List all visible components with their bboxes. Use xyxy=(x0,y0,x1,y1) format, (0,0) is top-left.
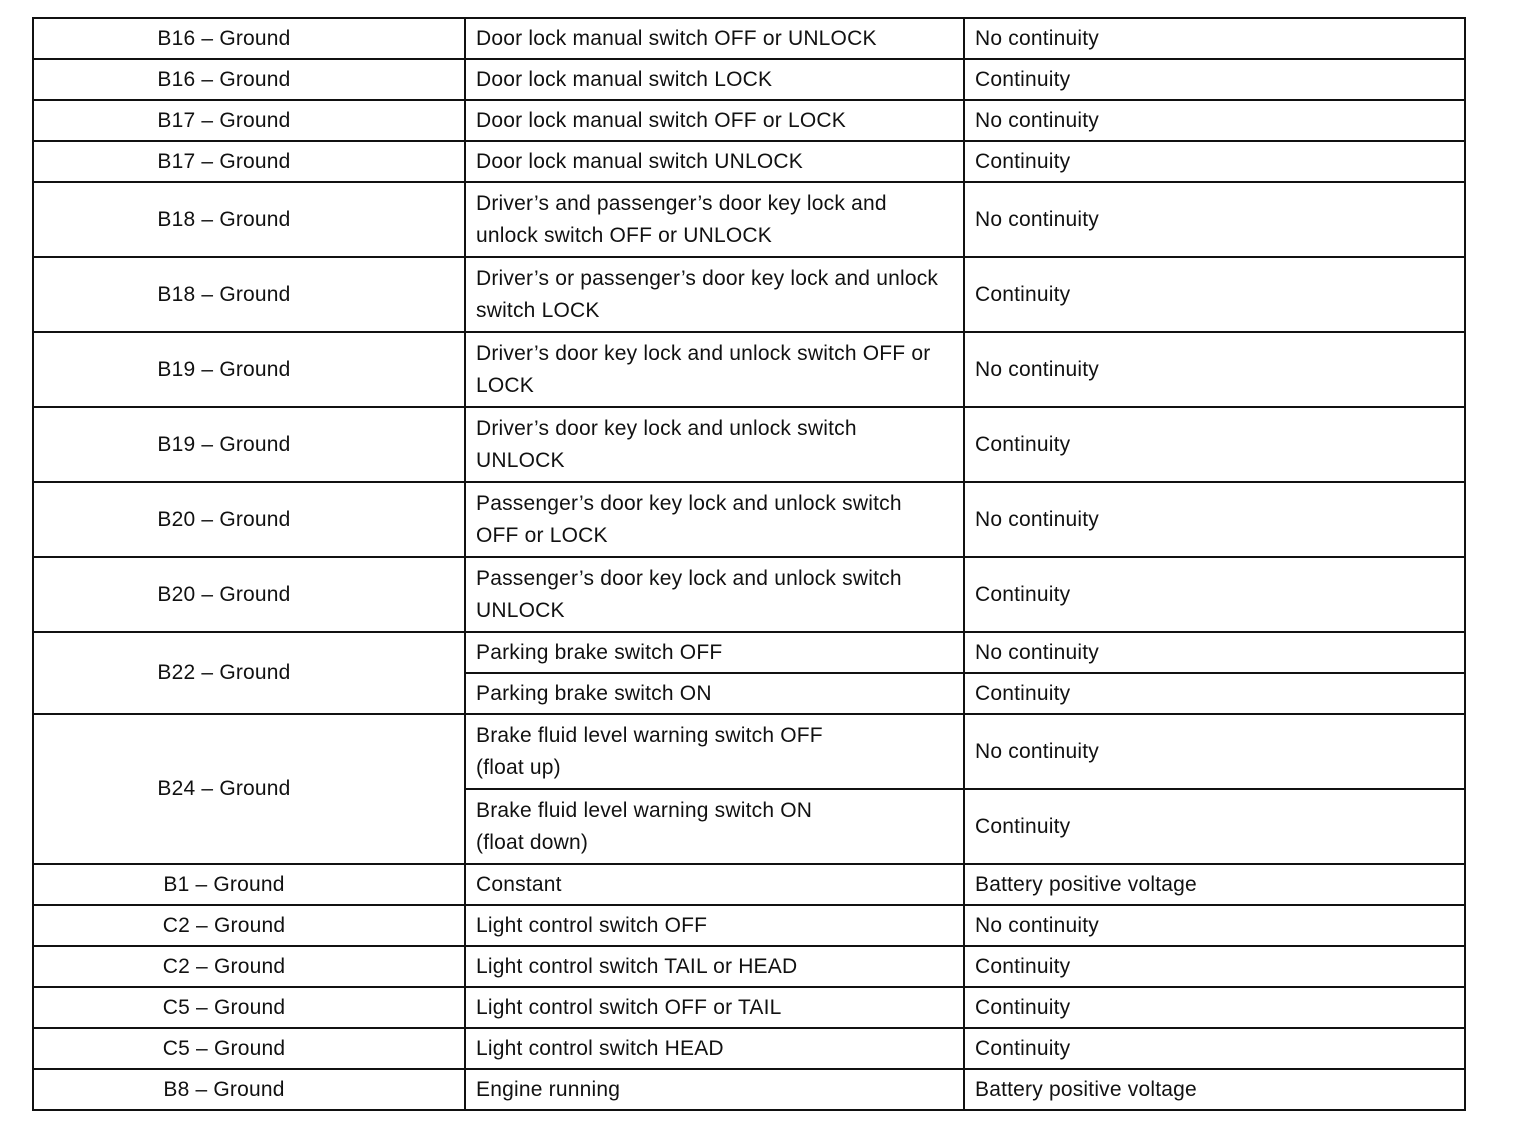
condition-cell xyxy=(465,482,964,557)
table-row xyxy=(33,18,1465,59)
table-row xyxy=(33,59,1465,100)
terminal-cell: B19 – Ground xyxy=(33,332,465,407)
specified-condition-cell: Continuity xyxy=(964,946,1465,987)
condition-line: Door lock manual switch UNLOCK xyxy=(476,149,803,173)
specified-condition-cell: Continuity xyxy=(964,407,1465,482)
condition-line: Door lock manual switch LOCK xyxy=(476,67,773,91)
table-row xyxy=(33,257,1465,332)
table-row xyxy=(33,864,1465,905)
condition-line: Brake fluid level warning switch ON xyxy=(476,798,813,822)
table-row xyxy=(33,141,1465,182)
condition-cell xyxy=(465,141,964,182)
condition-line: (float up) xyxy=(476,755,561,779)
condition-cell xyxy=(465,182,964,257)
condition-line: Driver’s door key lock and unlock switch OFF or xyxy=(476,341,931,365)
condition-cell xyxy=(465,100,964,141)
condition-cell xyxy=(465,557,964,632)
specified-condition-cell: No continuity xyxy=(964,18,1465,59)
specified-condition-cell: Continuity xyxy=(964,141,1465,182)
terminal-cell: B24 – Ground xyxy=(33,714,465,864)
table-row xyxy=(33,1028,1465,1069)
specified-condition-cell: No continuity xyxy=(964,482,1465,557)
condition-line: Door lock manual switch OFF or UNLOCK xyxy=(476,26,877,50)
condition-cell xyxy=(465,673,964,714)
terminal-cell: B16 – Ground xyxy=(33,18,465,59)
terminal-cell: B17 – Ground xyxy=(33,141,465,182)
terminal-cell: B18 – Ground xyxy=(33,257,465,332)
table-row xyxy=(33,987,1465,1028)
condition-cell xyxy=(465,905,964,946)
condition-line: Driver’s door key lock and unlock switch xyxy=(476,416,857,440)
specified-condition-cell: No continuity xyxy=(964,632,1465,673)
condition-cell xyxy=(465,1069,964,1110)
specified-condition-cell: No continuity xyxy=(964,905,1465,946)
specified-condition-cell: Continuity xyxy=(964,987,1465,1028)
table-row xyxy=(33,482,1465,557)
condition-line: switch LOCK xyxy=(476,298,600,322)
terminal-cell: B17 – Ground xyxy=(33,100,465,141)
condition-cell xyxy=(465,789,964,864)
specified-condition-cell: Continuity xyxy=(964,557,1465,632)
condition-line: Brake fluid level warning switch OFF xyxy=(476,723,823,747)
table-row xyxy=(33,332,1465,407)
table-row xyxy=(33,100,1465,141)
condition-line: Light control switch OFF or TAIL xyxy=(476,995,782,1019)
specified-condition-cell: No continuity xyxy=(964,100,1465,141)
condition-line: Light control switch OFF xyxy=(476,913,708,937)
terminal-cell: C2 – Ground xyxy=(33,905,465,946)
condition-line: LOCK xyxy=(476,373,534,397)
specified-condition-cell: Continuity xyxy=(964,1028,1465,1069)
condition-line: Engine running xyxy=(476,1077,621,1101)
condition-line: Parking brake switch ON xyxy=(476,681,712,705)
table-body xyxy=(33,18,1465,1110)
specified-condition-cell: Continuity xyxy=(964,789,1465,864)
condition-cell xyxy=(465,1028,964,1069)
table-row xyxy=(33,557,1465,632)
terminal-cell: B19 – Ground xyxy=(33,407,465,482)
specified-condition-cell: No continuity xyxy=(964,714,1465,789)
table-row xyxy=(33,632,1465,673)
condition-cell xyxy=(465,332,964,407)
table-row xyxy=(33,946,1465,987)
inspection-sheet xyxy=(32,17,1464,1111)
condition-line: Light control switch TAIL or HEAD xyxy=(476,954,798,978)
specified-condition-cell: Continuity xyxy=(964,257,1465,332)
condition-cell xyxy=(465,59,964,100)
terminal-cell: C2 – Ground xyxy=(33,946,465,987)
condition-cell xyxy=(465,632,964,673)
condition-line: OFF or LOCK xyxy=(476,523,608,547)
condition-cell xyxy=(465,18,964,59)
specified-condition-cell: No continuity xyxy=(964,332,1465,407)
condition-cell xyxy=(465,987,964,1028)
condition-line: Light control switch HEAD xyxy=(476,1036,724,1060)
condition-line: Driver’s or passenger’s door key lock and unlock xyxy=(476,266,939,290)
condition-line: UNLOCK xyxy=(476,448,565,472)
condition-line: unlock switch OFF or UNLOCK xyxy=(476,223,772,247)
condition-line: Door lock manual switch OFF or LOCK xyxy=(476,108,846,132)
terminal-inspection-table xyxy=(32,17,1466,1111)
terminal-cell: C5 – Ground xyxy=(33,1028,465,1069)
condition-line: UNLOCK xyxy=(476,598,565,622)
specified-condition-cell: Battery positive voltage xyxy=(964,864,1465,905)
condition-line: Constant xyxy=(476,872,562,896)
condition-cell xyxy=(465,946,964,987)
condition-line: Passenger’s door key lock and unlock switch xyxy=(476,491,902,515)
table-row xyxy=(33,905,1465,946)
condition-cell xyxy=(465,714,964,789)
terminal-cell: B20 – Ground xyxy=(33,557,465,632)
condition-line: Driver’s and passenger’s door key lock and xyxy=(476,191,887,215)
table-row xyxy=(33,714,1465,789)
terminal-cell: B18 – Ground xyxy=(33,182,465,257)
specified-condition-cell: Continuity xyxy=(964,59,1465,100)
table-row xyxy=(33,182,1465,257)
table-row xyxy=(33,1069,1465,1110)
terminal-cell: B16 – Ground xyxy=(33,59,465,100)
specified-condition-cell: Battery positive voltage xyxy=(964,1069,1465,1110)
condition-line: Passenger’s door key lock and unlock switch xyxy=(476,566,902,590)
condition-cell xyxy=(465,864,964,905)
terminal-cell: B20 – Ground xyxy=(33,482,465,557)
terminal-cell: B8 – Ground xyxy=(33,1069,465,1110)
terminal-cell: B22 – Ground xyxy=(33,632,465,714)
specified-condition-cell: Continuity xyxy=(964,673,1465,714)
condition-line: Parking brake switch OFF xyxy=(476,640,723,664)
table-row xyxy=(33,407,1465,482)
condition-cell xyxy=(465,257,964,332)
condition-line: (float down) xyxy=(476,830,589,854)
terminal-cell: C5 – Ground xyxy=(33,987,465,1028)
condition-cell xyxy=(465,407,964,482)
specified-condition-cell: No continuity xyxy=(964,182,1465,257)
terminal-cell: B1 – Ground xyxy=(33,864,465,905)
